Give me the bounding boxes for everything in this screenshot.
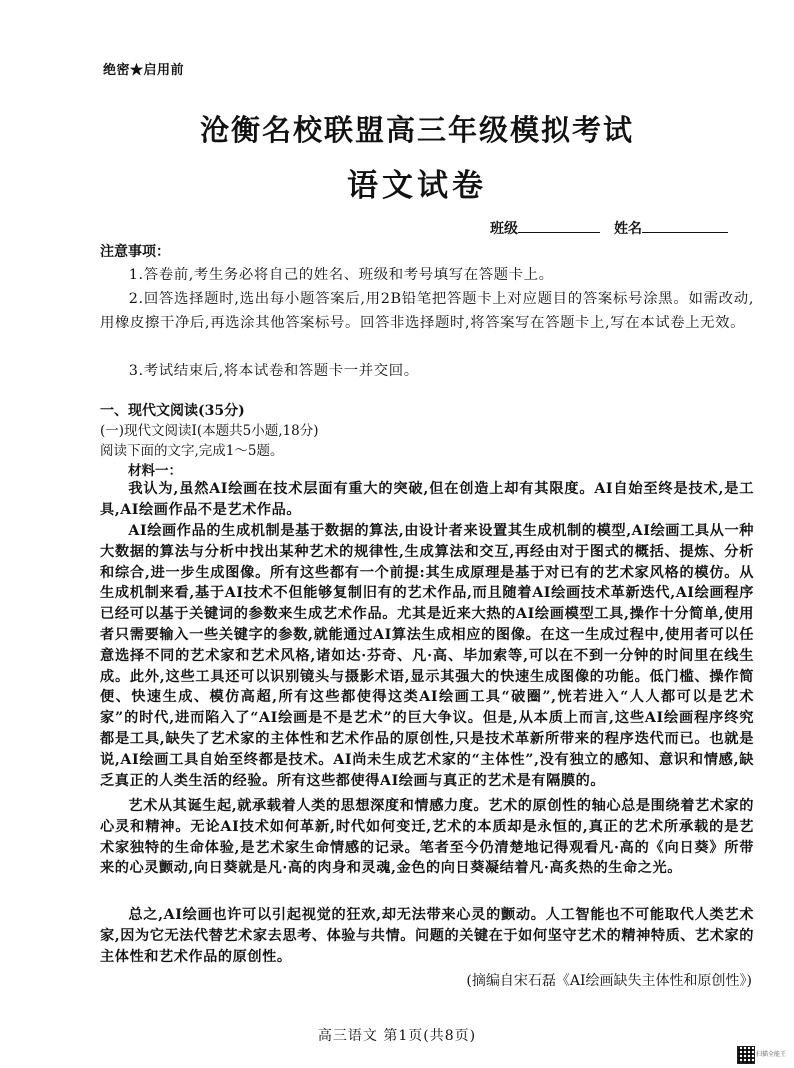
passage-paragraph: 艺术从其诞生起,就承载着人类的思想深度和情感力度。艺术的原创性的轴心总是围绕着艺术家的心灵和精神。无论AI技术如何革新,时代如何变迁,艺术的本质却是永恒的,真正的艺术所承载的是艺术家独特的生命体验,是艺术家生命情感的记录。笔者至今仍清楚地记得观看凡·高的《向日葵》所带来的心灵颤动,向日葵就是凡·高的肉身和灵魂,金色的向日葵凝结着凡·高炙热的生命之光。 [100,798,754,877]
confidential-mark: 绝密★启用前 [103,63,185,78]
passage-paragraph: 我认为,虽然AI绘画在技术层面有重大的突破,但在创造上却有其限度。AI自始至终是技术,是工具,AI绘画作品不是艺术作品。 [100,481,754,518]
notice-item: 3.考试结束后,将本试卷和答题卡一并交回。 [128,363,419,379]
notice-heading: 注意事项： [100,244,170,260]
notice-item: 2.回答选择题时,选出每小题答案后,用2B铅笔把答题卡上对应题目的答案标号涂黑。如需改动,用橡皮擦干净后,再选涂其他答案标号。回答非选择题时,将答案写在答题卡上,写在本试卷上无效。 [100,291,754,331]
section-heading: 一、现代文阅读(35分) [100,403,245,419]
scanner-watermark: 扫描全能王 [756,1051,787,1058]
passage-paragraph: AI绘画作品的生成机制是基于数据的算法,由设计者来设置其生成机制的模型,AI绘画工具从一种大数据的算法与分析中找出某种艺术的规律性,生成算法和交互,再经由对于图式的概括、提炼、分析和综合,进一步生成图像。所有这些都有一个前提:其生成原理是基于对已有的艺术家风格的模仿。从生成机制来看,基于AI技术不但能够复制旧有的艺术作品,而且随着AI绘画技术革新迭代,AI绘画程序已经可以基于关键词的参数来生成艺术作品。尤其是近来大热的AI绘画模型工具,操作十分简单,使用者只需要输入一些关键字的参数,就能通过AI算法生成相应的图像。在这一生成过程中,使用者可以任意选择不同的艺术家和艺术风格,诸如达·芬奇、凡·高、毕加索等,可以在不到一分钟的时间里在线生成。此外,这些工具还可以识别镜头与摄影术语,显示其强大的快速生成图像的功能。低门槛、操作简便、快速生成、模仿高超,所有这些都使得这类AI绘画工具“破圈”,恍若进入“人人都可以是艺术家”的时代,进而陷入了“AI绘画是不是艺术”的巨大争议。但是,从本质上而言,这些AI绘画程序终究都是工具,缺失了艺术家的主体性和艺术作品的原创性,只是技术革新所带来的程序迭代而已。也就是说,AI绘画工具自始至终都是技术。AI尚未生成艺术家的“主体性”,没有独立的感知、意识和情感,缺乏真正的人类生活的经验。所有这些都使得AI绘画与真正的艺术是有隔膜的。 [100,523,754,789]
exam-title: 沧衡名校联盟高三年级模拟考试 [199,113,634,147]
student-info-fields [490,218,728,238]
notice-item: 1.答卷前,考生务必将自己的姓名、班级和考号填写在答题卡上。 [128,267,554,283]
class-field[interactable] [518,218,600,233]
source-citation: (摘编自宋石磊《AI绘画缺失主体性和原创性》) [466,973,752,989]
name-field[interactable] [642,218,728,233]
subject-title: 语文试卷 [347,168,487,204]
class-label: 班级 [490,221,518,237]
name-label: 姓名 [614,221,642,237]
section-subheading: (一)现代文阅读Ⅰ(本题共5小题,18分) [100,423,319,439]
material-label: 材料一： [128,463,182,479]
reading-direction: 阅读下面的文字,完成1～5题。 [100,443,284,459]
passage-paragraph: 总之,AI绘画也许可以引起视觉的狂欢,却无法带来心灵的颤动。人工智能也不可能取代人类艺术家,因为它无法代替艺术家去思考、体验与共情。问题的关键在于如何坚守艺术的精神特质、艺术家的主体性和艺术作品的原创性。 [100,907,754,965]
qr-code-icon [737,1046,755,1064]
page-footer: 高三语文 第1页(共8页) [317,1028,477,1044]
